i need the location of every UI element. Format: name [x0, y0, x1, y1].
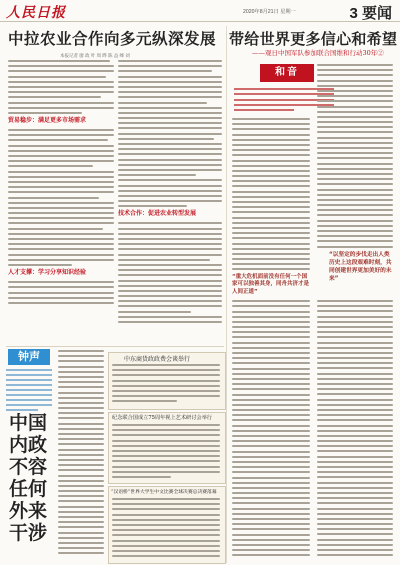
news-box-1-body — [112, 364, 220, 406]
lead-byline: 本报记者 廖 政 叶 周 晔 陈 益 峰 刘 — [60, 53, 130, 58]
news-box-2-body — [112, 424, 220, 480]
commentary-body-column — [58, 350, 104, 560]
right-article-title: 带给世界更多信心和希望 — [229, 30, 398, 48]
right-mid-quote: “重大危机面前没有任何一个国家可以独善其身，同舟共济才是人间正道” — [232, 273, 310, 295]
page-label: 3 要闻 — [349, 5, 392, 22]
news-box-3-body — [112, 498, 220, 560]
news-box-3-title: “汉语桥”世界大学生中文比赛全球决赛总决赛落幕 — [111, 490, 217, 495]
dateline: 2020年8月21日 星期一 — [243, 9, 296, 15]
newspaper-logo: 人民日报 — [6, 5, 66, 21]
lead-subhead-talent: 人才支撑：学习分享知识经验 — [8, 269, 87, 277]
column-badge-heyin: 和音 — [260, 64, 314, 82]
news-box-2-title: 纪念联合国成立75周年视上艺术研讨会举行 — [112, 415, 212, 421]
right-pull-quote — [329, 251, 393, 283]
lead-subhead-trade: 贸易稳步：满足更多市场需求 — [8, 117, 87, 125]
lead-subhead-technology: 技术合作：促进农业转型发展 — [118, 210, 197, 218]
right-column-3 — [317, 300, 393, 560]
news-box-1-title: 中东商货政政费会谈举行 — [124, 356, 191, 363]
lead-column-2 — [118, 60, 222, 345]
commentary-title: 中国内政不容任何外来干涉 — [8, 412, 47, 544]
lead-column-1 — [8, 60, 114, 345]
right-article-subtitle: ——观日中国军队参加联合国维和行动30年② — [252, 49, 384, 57]
right-column-1 — [232, 118, 310, 558]
right-pull-quote-text: “以坚定的步伐走出人类历史上这段艰难时刻，共同创建世界更加美好的未来” — [329, 252, 392, 282]
masthead — [0, 0, 400, 22]
commentary-intro — [6, 369, 52, 414]
right-column-2 — [317, 64, 393, 248]
lead-article-title: 中拉农业合作向多元纵深发展 — [8, 29, 217, 48]
commentary-badge: 钟声 — [8, 349, 50, 365]
column-divider — [226, 26, 227, 563]
